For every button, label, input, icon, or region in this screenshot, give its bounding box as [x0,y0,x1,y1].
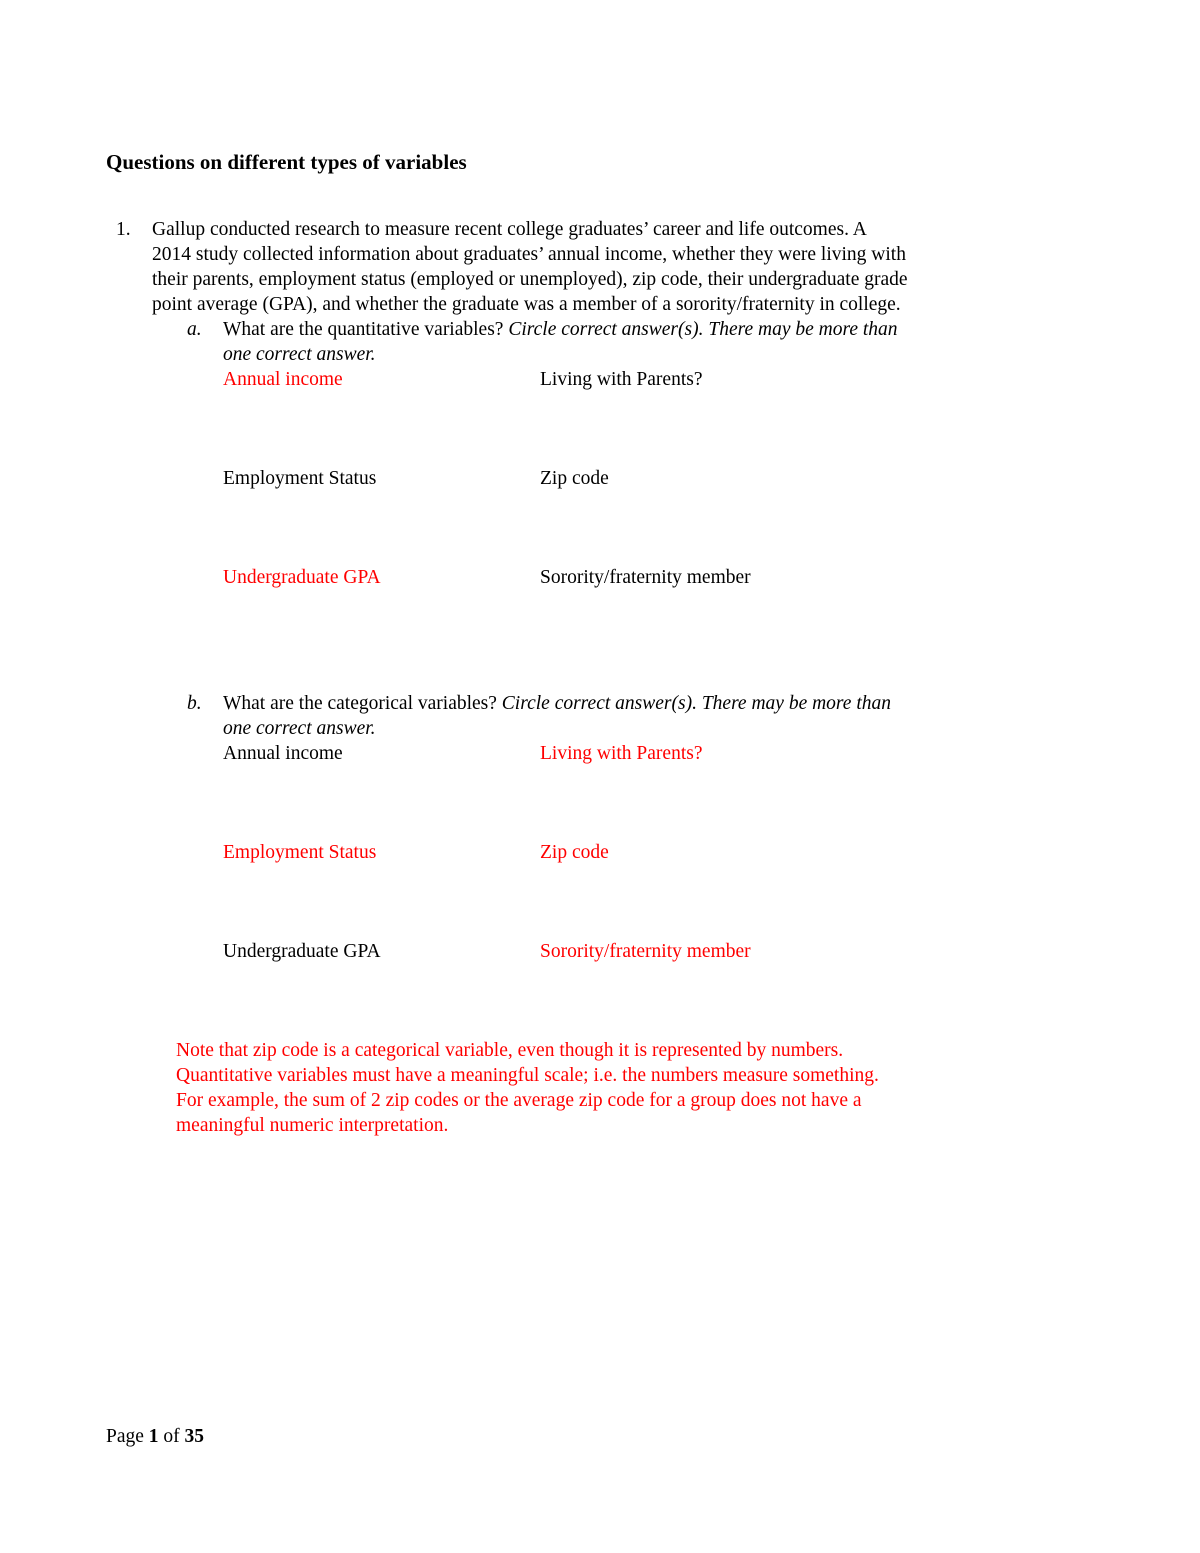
option-b-living-with-parents[interactable]: Living with Parents? [540,743,703,764]
question-line: Gallup conducted research to measure recent college graduates’ career and life outcomes. A [152,219,867,240]
part-a-instruction-cont: one correct answer. [223,344,376,365]
part-b-instruction: Circle correct answer(s). There may be more than [501,693,891,714]
option-b-annual-income[interactable]: Annual income [223,743,343,764]
option-a-undergraduate-gpa[interactable]: Undergraduate GPA [223,567,381,588]
part-b-instruction-cont: one correct answer. [223,718,376,739]
part-a-instruction: Circle correct answer(s). There may be more than [508,319,898,340]
part-b-prompt: What are the categorical variables? [223,693,497,714]
note-line: Quantitative variables must have a meaningful scale; i.e. the numbers measure something. [176,1065,879,1086]
part-b-letter: b. [187,693,202,714]
option-b-zip-code[interactable]: Zip code [540,842,609,863]
note-line: For example, the sum of 2 zip codes or the average zip code for a group does not have a [176,1090,862,1111]
question-number: 1. [116,219,131,240]
option-b-undergraduate-gpa[interactable]: Undergraduate GPA [223,941,381,962]
total-pages-number: 35 [184,1426,205,1447]
option-a-living-with-parents[interactable]: Living with Parents? [540,369,703,390]
current-page-number: 1 [148,1426,159,1447]
question-line: point average (GPA), and whether the graduate was a member of a sorority/fraternity in college. [152,294,901,315]
page-label: Page [106,1426,144,1447]
answer-note [176,1038,1026,1138]
part-b-question [223,691,1023,741]
note-line: Note that zip code is a categorical variable, even though it is represented by numbers. [176,1040,844,1061]
part-a-prompt: What are the quantitative variables? [223,319,504,340]
note-line: meaningful numeric interpretation. [176,1115,449,1136]
question-text [152,217,1022,317]
option-b-sorority-member[interactable]: Sorority/fraternity member [540,941,751,962]
page-heading: Questions on different types of variables [106,150,467,174]
question-line: 2014 study collected information about graduates’ annual income, whether they were living with [152,244,906,265]
option-a-employment-status[interactable]: Employment Status [223,468,377,489]
option-a-annual-income[interactable]: Annual income [223,369,343,390]
part-a-letter: a. [187,319,202,340]
part-a-question [223,317,1023,367]
option-a-sorority-member[interactable]: Sorority/fraternity member [540,567,751,588]
of-label: of [163,1426,180,1447]
option-b-employment-status[interactable]: Employment Status [223,842,377,863]
option-a-zip-code[interactable]: Zip code [540,468,609,489]
question-line: their parents, employment status (employed or unemployed), zip code, their undergraduate grade [152,269,908,290]
page-footer [106,1424,204,1449]
